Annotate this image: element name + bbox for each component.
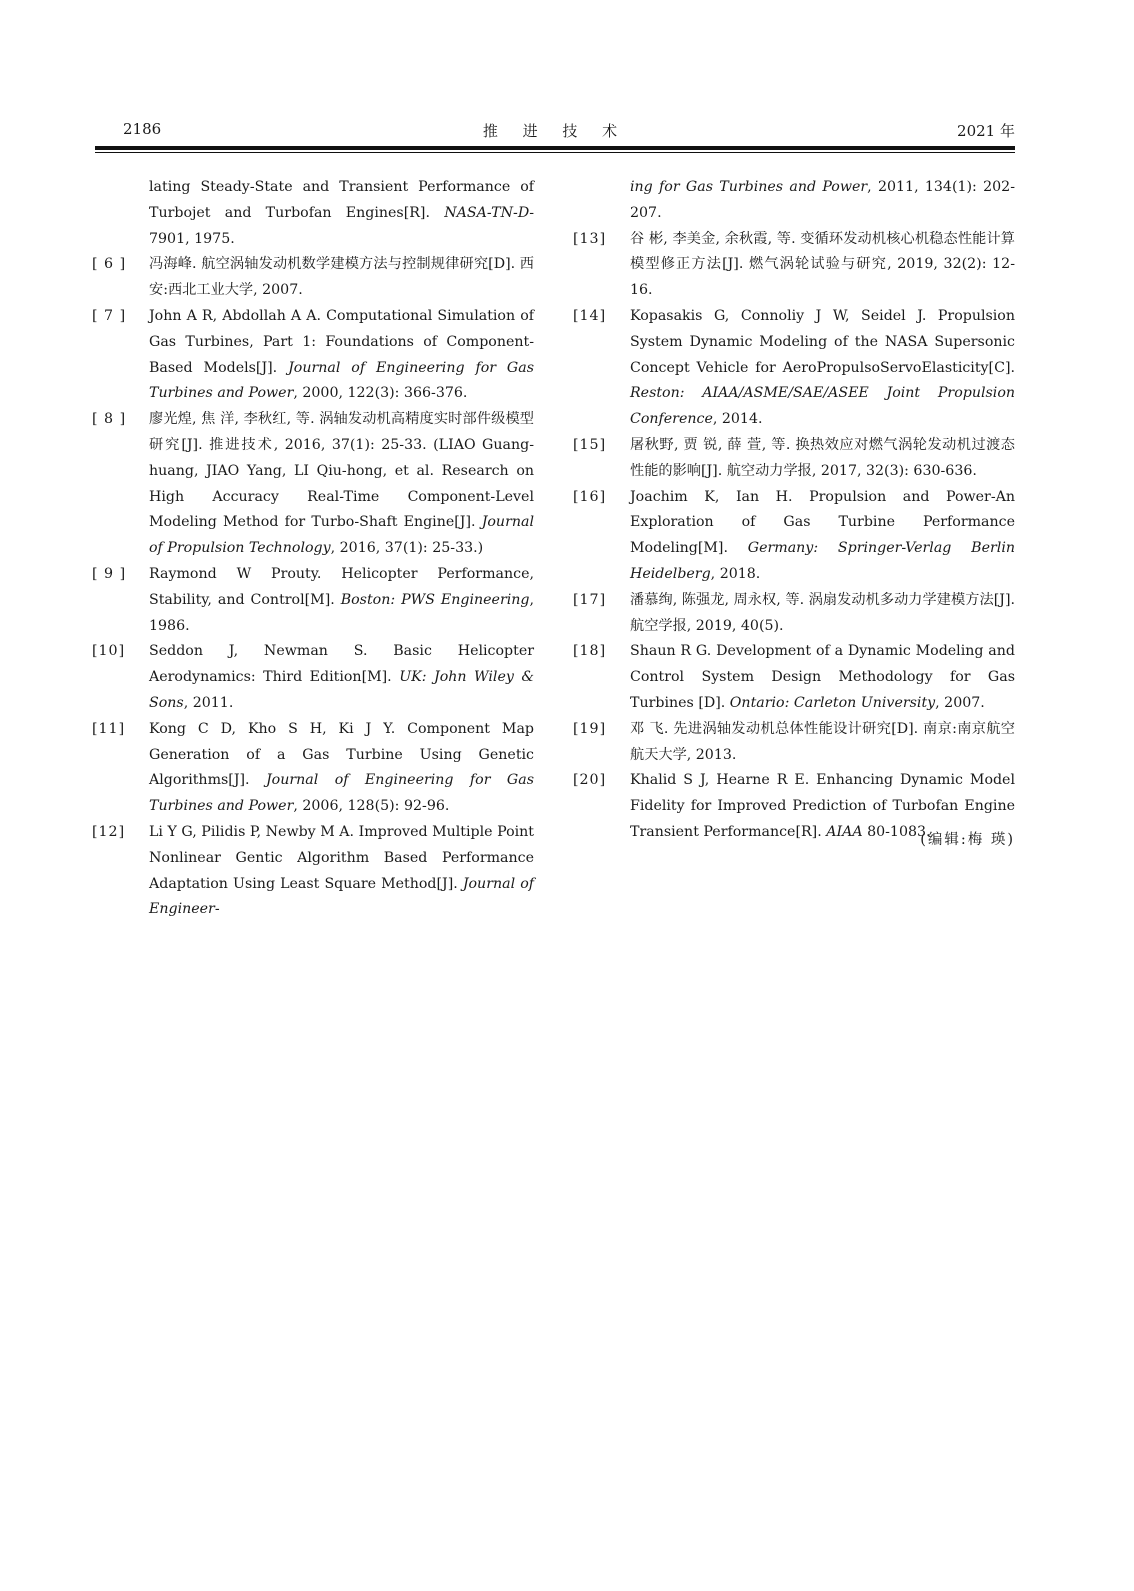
reference-number: [ 7 ] [92, 307, 127, 324]
reference-text [630, 433, 1015, 485]
reference-text-segment: , 2014. [712, 411, 763, 428]
reference-source-italic: ing for Gas Turbines and Power [630, 179, 868, 195]
reference-text-segment: , 2016, 37(1): 25-33.) [330, 540, 484, 557]
year: 2021 年 [957, 122, 1015, 140]
reference-text [149, 407, 534, 562]
reference-text [630, 639, 1015, 716]
reference-text-segment: 谷 彬, 李美金, 余秋霞, 等. 变循环发动机核心机稳态性能计算模型修正方法[J]. 燃气涡轮试验与研究, 2019, 32(2): 12-16. [630, 230, 1015, 299]
reference-number: [ 6 ] [92, 256, 127, 273]
reference-source-italic: Ontario: Carleton University [729, 694, 936, 711]
header-rule-thin [95, 152, 1015, 153]
reference-text-segment: John A R, Abdollah A A. Computational Simulation of Gas Turbines, Part 1: Foundations of Component-Based Models[J]. [149, 307, 534, 376]
reference-item [92, 175, 534, 252]
reference-text [149, 252, 534, 304]
reference-source-italic: Journal of Engineer- [149, 875, 534, 918]
reference-number: [10] [92, 643, 126, 660]
reference-source-italic: Journal of Propulsion Technology [149, 514, 534, 557]
reference-item [92, 562, 534, 639]
reference-text-segment: , 1986. [149, 591, 534, 634]
reference-text-segment: Joachim K, Ian H. Propulsion and Power-An Exploration of Gas Turbine Performance Modeling[M]. [630, 488, 1015, 557]
reference-number: [ 8 ] [92, 411, 127, 428]
reference-item [573, 717, 1015, 769]
reference-text-segment: Shaun R G. Development of a Dynamic Modeling and Control System Design Methodology for Gas Turbines [D]. [630, 643, 1015, 711]
reference-item [573, 227, 1015, 304]
reference-text-segment: Raymond W Prouty. Helicopter Performance, Stability, and Control[M]. [149, 565, 534, 608]
reference-number: [11] [92, 720, 126, 737]
reference-source-italic: NASA-TN-D [444, 204, 530, 221]
header-rule-thick [95, 146, 1015, 150]
reference-source-italic: Germany: Springer-Verlag Berlin Heidelberg [630, 540, 1015, 582]
reference-text-segment: 廖光煌, 焦 洋, 李秋红, 等. 涡轴发动机高精度实时部件级模型研究[J]. 推进技术, 2016, 37(1): 25-33. (LIAO Guang-huang, JIAO Yang, LI Qiu-hong, et al. Research on High Accuracy Real-Time Component-Level Modeling Method for Turbo-Shaft Engine[J]. [149, 411, 534, 531]
reference-text-segment: Seddon J, Newman S. Basic Helicopter Aerodynamics: Third Edition[M]. [149, 643, 534, 686]
reference-text [630, 175, 1015, 227]
reference-text [630, 485, 1015, 588]
running-header [95, 120, 1015, 142]
reference-text [630, 717, 1015, 769]
reference-text [149, 562, 534, 639]
reference-item [92, 717, 534, 820]
reference-text [149, 639, 534, 716]
reference-text-segment: , 2006, 128(5): 92-96. [293, 798, 450, 815]
left-column [92, 175, 534, 923]
reference-text-segment: Li Y G, Pilidis P, Newby M A. Improved Multiple Point Nonlinear Gentic Algorithm Based Performance Adaptation Using Least Square Method[J]. [149, 823, 534, 892]
reference-item [573, 485, 1015, 588]
reference-item [92, 252, 534, 304]
reference-text-segment: Khalid S J, Hearne R E. Enhancing Dynamic Model Fidelity for Improved Prediction of Turbofan Engine Transient Performance[R]. [630, 772, 1015, 840]
reference-number: [16] [573, 488, 607, 505]
reference-number: [17] [573, 591, 607, 608]
reference-item [573, 588, 1015, 640]
reference-number: [18] [573, 643, 607, 660]
reference-text [630, 227, 1015, 304]
reference-text [149, 717, 534, 820]
reference-text-segment: , 2018. [710, 565, 761, 582]
reference-text [149, 175, 534, 252]
reference-number: [13] [573, 230, 607, 247]
reference-item [92, 639, 534, 716]
reference-text-segment: 屠秋野, 贾 锐, 薛 萱, 等. 换热效应对燃气涡轮发动机过渡态性能的影响[J]. 航空动力学报, 2017, 32(3): 630-636. [630, 436, 1015, 479]
right-column [573, 175, 1015, 846]
reference-number: [19] [573, 720, 607, 737]
reference-text-segment: Kopasakis G, Connoliy J W, Seidel J. Propulsion System Dynamic Modeling of the NASA Supersonic Concept Vehicle for AeroPropulsoServoElasticity[C]. [630, 307, 1015, 376]
reference-source-italic: Journal of Engineering for Gas Turbines and Power [149, 359, 535, 402]
reference-item [573, 175, 1015, 227]
reference-text-segment: 潘慕绚, 陈强龙, 周永权, 等. 涡扇发动机多动力学建模方法[J]. 航空学报, 2019, 40(5). [630, 591, 1015, 634]
reference-text-segment: Kong C D, Kho S H, Ki J Y. Component Map Generation of a Gas Turbine Using Genetic Algorithms[J]. [149, 720, 534, 789]
reference-source-italic: UK: John Wiley & Sons [149, 669, 534, 711]
reference-source-italic: Journal of Engineering for Gas Turbines and Power [149, 772, 535, 815]
reference-item [92, 820, 534, 923]
editor-note: (编辑:梅 瑛) [920, 832, 1015, 848]
reference-text-segment: , 2011. [183, 694, 234, 711]
reference-text-segment: , 2011, 134(1): 202-207. [630, 179, 1015, 221]
reference-text [630, 304, 1015, 433]
reference-number: [20] [573, 772, 607, 789]
reference-text-segment: , 2007. [935, 694, 985, 711]
reference-text-segment: 冯海峰. 航空涡轴发动机数学建模方法与控制规律研究[D]. 西安:西北工业大学, 2007. [149, 256, 534, 299]
journal-title: 推 进 技 术 [482, 122, 628, 140]
reference-number: [ 9 ] [92, 565, 127, 582]
reference-text-segment: , 2000, 122(3): 366-376. [293, 385, 468, 402]
reference-text [630, 588, 1015, 640]
reference-item [573, 639, 1015, 716]
reference-source-italic: Boston: PWS Engineering [340, 591, 530, 608]
reference-item [573, 433, 1015, 485]
reference-text-segment: 邓 飞. 先进涡轴发动机总体性能设计研究[D]. 南京:南京航空航天大学, 2013. [630, 720, 1015, 763]
reference-text [149, 820, 534, 923]
reference-source-italic: AIAA [826, 823, 863, 840]
reference-text-segment: lating Steady-State and Transient Performance of Turbojet and Turbofan Engines[R]. [149, 179, 534, 221]
reference-item [92, 304, 534, 407]
page-number: 2186 [123, 120, 162, 138]
reference-source-italic: Reston: AIAA/ASME/SAE/ASEE Joint Propulsion Conference [630, 385, 1015, 428]
reference-number: [15] [573, 436, 607, 453]
reference-number: [12] [92, 823, 126, 840]
reference-text-segment: -7901, 1975. [149, 204, 534, 247]
reference-text-segment: 80-1083. [862, 823, 931, 840]
reference-text [149, 304, 534, 407]
reference-number: [14] [573, 307, 607, 324]
reference-item [573, 304, 1015, 433]
reference-item [92, 407, 534, 562]
